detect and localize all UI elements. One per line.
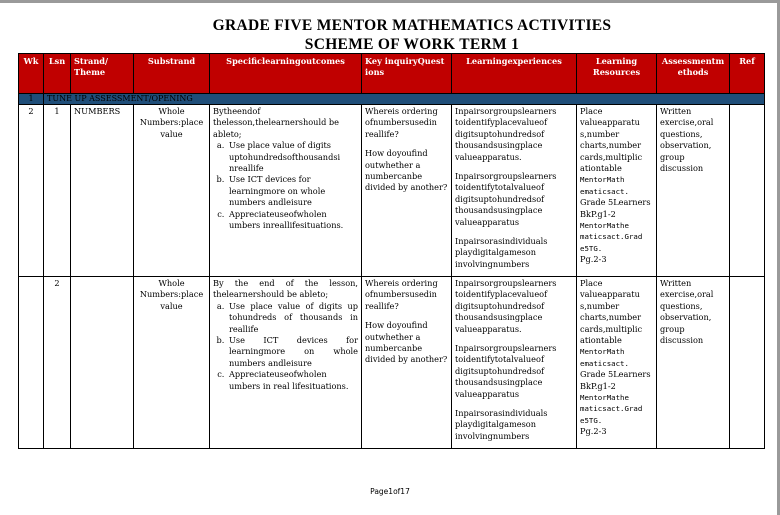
cell-inquiry [362,105,452,277]
inquiry-question: Whereis ordering ofnumbersusedin reallife? [365,106,438,139]
resource-text: Place valueapparatu s,number charts,number cards,multiplic ationtable [580,278,643,346]
outcome-intro: Bytheendof thelesson,thelearnershould be ableto; [213,106,340,139]
band-number: 1 [19,94,44,105]
inquiry-question: How doyoufind outwhether a numbercanbe divided by another? [365,320,448,365]
cell-wk: 2 [19,105,44,277]
list-item: b. Use ICT devices for learningmore on whole numbers andleisure [227,174,358,208]
inquiry-question: Whereis ordering ofnumbersusedin reallife? [365,278,438,311]
header-strand: Strand/ Theme [71,54,134,94]
outcome-list [213,301,358,392]
header-lsn: Lsn [44,54,71,94]
page-number: Page1of17 [370,487,410,496]
cell-ref [730,277,765,449]
header-wk: Wk [19,54,44,94]
resource-text: MentorMathe maticsact.Grad e5TG. [580,221,643,253]
resource-text: Place valueapparatu s,number charts,number cards,multiplic ationtable [580,106,643,174]
cell-lsn: 2 [44,277,71,449]
band-label: TUNE UP ASSESSMENT/OPENING [44,94,765,105]
week-band-row [19,94,765,105]
resource-text: MentorMath ematicsact. [580,175,629,196]
inquiry-question: How doyoufind outwhether a numbercanbe divided by another? [365,148,448,193]
list-item: c. Appreciateuseofwholen umbers inreallifesituations. [227,209,358,232]
cell-strand: NUMBERS [71,105,134,277]
experience-item: Inpairsorasindividuals playdigitalgameson involvingnumbers [455,408,548,441]
list-item: a. Use place value of digits uptohundredsofthousandsi nreallife [227,140,358,174]
resource-text: Pg.2-3 [580,254,607,265]
table-header-row [19,54,765,94]
cell-wk [19,277,44,449]
cell-assessment: Written exercise,oral questions, observation, group discussion [657,277,730,449]
header-substrand: Substrand [134,54,210,94]
header-inquiry: Key inquiryQuest ions [362,54,452,94]
experience-item: Inpairsorgroupslearners toidentifyplacevalueof digitsuptohundredsof thousandsusingplace valueapparatus. [455,106,557,162]
experience-item: Inpairsorasindividuals playdigitalgameson involvingnumbers [455,236,548,269]
document-subtitle: SCHEME OF WORK TERM 1 [304,36,520,53]
outcome-list [213,140,358,231]
list-item: b. Use ICT devices for learningmore on whole numbers andleisure [227,335,358,369]
resource-text: MentorMathe maticsact.Grad e5TG. [580,393,643,425]
list-item: c. Appreciateuseofwholen umbers in real lifesituations. [227,369,358,392]
resource-text: Pg.2-3 [580,426,607,437]
cell-experiences [452,277,577,449]
cell-substrand: Whole Numbers:place value [134,277,210,449]
resource-text: MentorMath ematicsact. [580,347,629,368]
cell-resources [577,105,657,277]
cell-resources [577,277,657,449]
cell-lsn: 1 [44,105,71,277]
outcome-intro: By the end of the lesson, thelearnershould be ableto; [213,278,358,300]
window-top-edge [0,0,780,3]
header-outcomes: Specificlearningoutcomes [210,54,362,94]
header-ref: Ref [730,54,765,94]
table-row [19,105,765,277]
cell-strand [71,277,134,449]
list-item: a. Use place value of digits up tohundreds of thousands in reallife [227,301,358,335]
cell-outcomes [210,105,362,277]
experience-item: Inpairsorgroupslearners toidentifyplacevalueof digitsuptohundredsof thousandsusingplace valueapparatus. [455,278,557,334]
cell-ref [730,105,765,277]
cell-assessment: Written exercise,oral questions, observation, group discussion [657,105,730,277]
document-title: GRADE FIVE MENTOR MATHEMATICS ACTIVITIES [212,17,612,34]
table-row [19,277,765,449]
cell-substrand: Whole Numbers:place value [134,105,210,277]
experience-item: Inpairsorgroupslearners toidentifytotalvalueof digitsuptohundredsof thousandsusingplace valueapparatus [455,343,557,399]
header-resources: Learning Resources [577,54,657,94]
scheme-of-work-table [18,53,765,449]
experience-item: Inpairsorgroupslearners toidentifytotalvalueof digitsuptohundredsof thousandsusingplace valueapparatus [455,171,557,227]
cell-experiences [452,105,577,277]
cell-outcomes [210,277,362,449]
cell-inquiry [362,277,452,449]
header-experiences: Learningexperiences [452,54,577,94]
resource-text: Grade 5Learners BkP.g1-2 [580,197,651,219]
header-assessment: Assessmentm ethods [657,54,730,94]
resource-text: Grade 5Learners BkP.g1-2 [580,369,651,391]
